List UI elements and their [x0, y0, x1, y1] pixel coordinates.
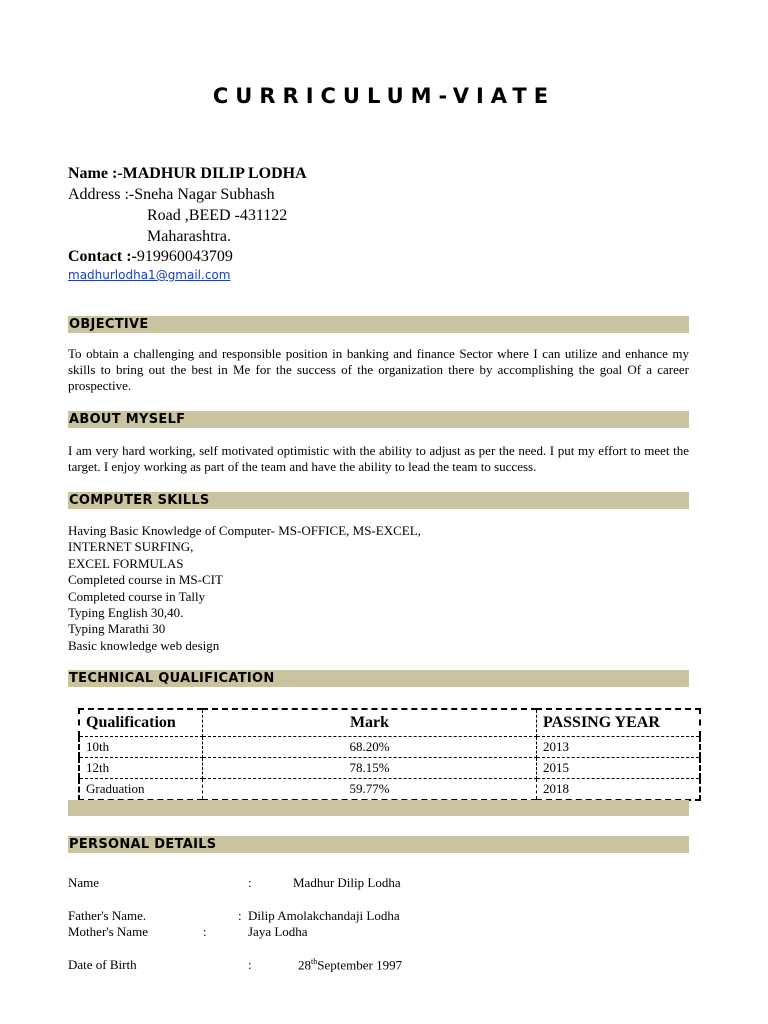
pd-father-colon: : — [238, 908, 242, 923]
cell-qualification: 12th — [79, 758, 203, 779]
cell-year: 2018 — [537, 779, 701, 801]
table-footer-band — [68, 800, 689, 816]
cell-mark: 78.15% — [203, 758, 537, 779]
section-technical — [68, 670, 689, 687]
pd-name-colon: : — [248, 875, 252, 890]
name-label: Name :- — [68, 165, 123, 182]
skill-item: Basic knowledge web design — [68, 637, 220, 653]
section-about — [68, 411, 689, 428]
cell-qualification: Graduation — [79, 779, 203, 801]
contact-line — [68, 247, 233, 267]
contact-value: 919960043709 — [136, 248, 233, 265]
pd-dob-value — [298, 957, 402, 973]
address-line-2: Road ,BEED -431122 — [147, 207, 288, 224]
pd-dob-colon: : — [248, 957, 252, 972]
skill-item: INTERNET SURFING, — [68, 539, 194, 555]
skill-item: EXCEL FORMULAS — [68, 555, 184, 571]
skills-list — [68, 523, 421, 654]
cell-mark: 59.77% — [203, 779, 537, 801]
section-objective — [68, 316, 689, 333]
email-link[interactable]: madhurlodha1@gmail.com — [68, 268, 231, 282]
section-skills — [68, 492, 689, 509]
about-text: I am very hard working, self motivated optimistic with the ability to adjust as per the need. I put my effort to meet the target. I enjoy working as part of the team and have the ability to lead the team to success. — [68, 443, 689, 474]
section-about-label: ABOUT MYSELF — [69, 412, 186, 427]
qualification-table — [78, 708, 701, 801]
address-label: Address :- — [68, 186, 135, 203]
table-row — [79, 779, 700, 801]
section-objective-label: OBJECTIVE — [69, 317, 149, 332]
skill-item: Having Basic Knowledge of Computer- MS-OFFICE, MS-EXCEL, — [68, 523, 421, 538]
section-technical-label: TECHNICAL QUALIFICATION — [69, 671, 275, 686]
pd-mother-colon: : — [203, 924, 207, 939]
section-skills-label: COMPUTER SKILLS — [69, 493, 210, 508]
cell-qualification: 10th — [79, 737, 203, 758]
dob-day: 28 — [298, 957, 311, 973]
skill-item: Completed course in Tally — [68, 588, 206, 604]
pd-mother-value: Jaya Lodha — [248, 924, 308, 939]
table-row — [79, 737, 700, 758]
header-mark: Mark — [203, 709, 537, 737]
cell-year: 2013 — [537, 737, 701, 758]
section-personal — [68, 836, 689, 853]
objective-text: To obtain a challenging and responsible position in banking and finance Sector where I can utilize and enhance my skills to bring out the best in Me for the success of the organization there by accomplishing the goal Of a career prospective. — [68, 346, 689, 393]
contact-label: Contact :- — [68, 248, 137, 265]
pd-dob-label: Date of Birth — [68, 957, 137, 972]
address-value-1: Sneha Nagar Subhash — [134, 186, 275, 203]
skill-item: Typing English 30,40. — [68, 605, 184, 621]
skill-item: Completed course in MS-CIT — [68, 572, 223, 588]
dob-suffix: th — [311, 957, 318, 966]
cell-mark: 68.20% — [203, 737, 537, 758]
address-line-3: Maharashtra. — [147, 228, 231, 245]
section-personal-label: PERSONAL DETAILS — [69, 837, 217, 852]
name-value: MADHUR DILIP LODHA — [122, 165, 307, 182]
pd-father-value: Dilip Amolakchandaji Lodha — [248, 908, 400, 923]
pd-name-label: Name — [68, 875, 100, 890]
document-title: CURRICULUM-VIATE — [212, 84, 556, 108]
skill-item: Typing Marathi 30 — [68, 621, 166, 637]
header-passing-year: PASSING YEAR — [537, 709, 701, 737]
pd-mother-label: Mother's Name — [68, 924, 148, 939]
table-row — [79, 758, 700, 779]
cell-year: 2015 — [537, 758, 701, 779]
pd-father-label: Father's Name. — [68, 908, 147, 923]
pd-name-value: Madhur Dilip Lodha — [293, 875, 401, 890]
address-line-1 — [68, 185, 275, 205]
name-line — [68, 164, 307, 184]
table-header-row — [79, 709, 700, 737]
header-qualification: Qualification — [79, 709, 203, 737]
dob-rest: September 1997 — [317, 957, 403, 973]
